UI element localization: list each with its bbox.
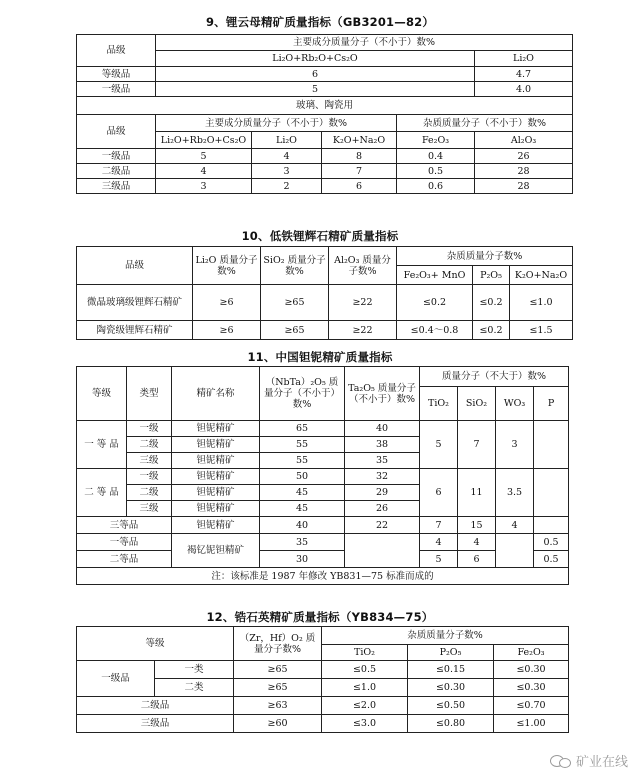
cell: 钽铌精矿 [172, 501, 260, 517]
cell: ≤0.70 [494, 697, 569, 715]
cell: ≤0.30 [494, 679, 569, 697]
cell: 3 [496, 421, 534, 469]
col-header: K₂O+Na₂O [322, 132, 397, 149]
cell: ≤0.80 [408, 715, 494, 733]
col-header: Fe₂O₃ [494, 645, 569, 661]
row-name: 二级品 [77, 697, 234, 715]
cell: 4.0 [475, 82, 573, 97]
cell: 褐钇铌钽精矿 [172, 534, 260, 568]
cell: 一级 [127, 469, 172, 485]
col-header: Li₂O 质量分子数% [193, 247, 261, 285]
main-comp-header: 主要成分质量分子（不小于）数% [156, 115, 397, 132]
nbta-header: （NbTa）₂O₅ 质量分子（不小于）数% [260, 367, 345, 421]
table-11 [76, 366, 569, 585]
cell: 2 [252, 179, 322, 194]
cell [496, 534, 534, 568]
cell [534, 469, 569, 517]
row-name: 三级品 [77, 715, 234, 733]
cell: 4 [252, 149, 322, 164]
name-header: 精矿名称 [172, 367, 260, 421]
cell: 55 [260, 437, 345, 453]
col-header: SiO₂ [458, 387, 496, 421]
cell: 8 [322, 149, 397, 164]
col-header: P₂O₅ [408, 645, 494, 661]
row-name: 一级品 [77, 149, 156, 164]
col-header: TiO₂ [420, 387, 458, 421]
col-header: WO₃ [496, 387, 534, 421]
group-label: 一 等 品 [77, 421, 127, 469]
row-name: 二等品 [77, 551, 172, 568]
cell: 30 [260, 551, 345, 568]
cell: 6 [156, 67, 475, 82]
cell: 二级 [127, 437, 172, 453]
glass-ceramic-header: 玻璃、陶瓷用 [77, 97, 573, 115]
cell: 三级 [127, 501, 172, 517]
cell: 40 [260, 517, 345, 534]
cell: 35 [345, 453, 420, 469]
cell: 22 [345, 517, 420, 534]
cell [345, 534, 420, 568]
table-row [77, 321, 573, 340]
row-name: 二级品 [77, 164, 156, 179]
row-name: 三等品 [77, 517, 172, 534]
cell: ≤0.4～0.8 [397, 321, 473, 340]
cell: 29 [345, 485, 420, 501]
cell: 0.5 [534, 534, 569, 551]
watermark-text: 矿业在线 [575, 755, 628, 770]
cell: 3.5 [496, 469, 534, 517]
cell: 40 [345, 421, 420, 437]
cell: 45 [260, 485, 345, 501]
table-row [77, 285, 573, 321]
cell: 二类 [155, 679, 234, 697]
cell: 钽铌精矿 [172, 437, 260, 453]
impurity-header: 杂质质量分子（不小于）数% [397, 115, 573, 132]
cell: 0.5 [397, 164, 475, 179]
cell: 26 [475, 149, 573, 164]
col-header: P₂O₅ [473, 266, 510, 285]
cell: 三级 [127, 453, 172, 469]
grade-header: 等级 [77, 627, 234, 661]
cell: 28 [475, 164, 573, 179]
cell: ≤0.2 [473, 321, 510, 340]
group-label: 二 等 品 [77, 469, 127, 517]
cell: 二级 [127, 485, 172, 501]
cell: ≤0.30 [494, 661, 569, 679]
cell: 一级 [127, 421, 172, 437]
table-12 [76, 626, 569, 733]
cell: 6 [322, 179, 397, 194]
col-header: Li₂O+Rb₂O+Cs₂O [156, 132, 252, 149]
table-10-title: 10、低铁锂辉石精矿质量指标 [241, 229, 399, 243]
row-name: 陶瓷级锂辉石精矿 [77, 321, 193, 340]
li2o-header: Li₂O [475, 51, 573, 67]
cell: ≤0.50 [408, 697, 494, 715]
cell: 0.5 [534, 551, 569, 568]
row-name: 微晶玻璃级锂辉石精矿 [77, 285, 193, 321]
main-comp-header: 主要成分质量分子（不小于）数% [156, 35, 573, 51]
grade-header: 品级 [77, 247, 193, 285]
cell [534, 421, 569, 469]
col-header: TiO₂ [322, 645, 408, 661]
row-name: 一级品 [77, 82, 156, 97]
cell: ≥65 [261, 285, 329, 321]
cell: 3 [156, 179, 252, 194]
col-header: Li₂O [252, 132, 322, 149]
cell: 65 [260, 421, 345, 437]
table-9 [76, 34, 573, 194]
grade-header: 品级 [77, 35, 156, 67]
col-header: Fe₂O₃ [397, 132, 475, 149]
cell: 5 [156, 82, 475, 97]
cell: 0.4 [397, 149, 475, 164]
row-name: 等级品 [77, 67, 156, 82]
cell: ≤1.0 [510, 285, 573, 321]
table-11-title: 11、中国钽铌精矿质量指标 [247, 350, 393, 364]
cell: 15 [458, 517, 496, 534]
table-row [77, 517, 569, 534]
row-name: 三级品 [77, 179, 156, 194]
cell: 5 [420, 551, 458, 568]
cell: 7 [322, 164, 397, 179]
cell: 26 [345, 501, 420, 517]
ta-header: Ta₂O₅ 质量分子（不小于）数% [345, 367, 420, 421]
cell: ≥60 [234, 715, 322, 733]
cell: 28 [475, 179, 573, 194]
cell: 32 [345, 469, 420, 485]
cell: 7 [420, 517, 458, 534]
cell: ≤1.0 [322, 679, 408, 697]
table-row [77, 179, 573, 194]
table-9-title: 9、锂云母精矿质量指标（GB3201—82） [205, 15, 435, 29]
cell: ≤2.0 [322, 697, 408, 715]
cell: ≤0.30 [408, 679, 494, 697]
table-row [77, 697, 569, 715]
impurity-header: 质量分子（不大于）数% [420, 367, 569, 387]
cell: ≥65 [234, 679, 322, 697]
cell: ≤0.15 [408, 661, 494, 679]
col-header: P [534, 387, 569, 421]
cell: ≤1.5 [510, 321, 573, 340]
cell: 4 [420, 534, 458, 551]
wechat-icon [550, 753, 572, 769]
cell: 钽铌精矿 [172, 469, 260, 485]
watermark [550, 751, 628, 770]
cell: 5 [156, 149, 252, 164]
cell: ≤0.2 [397, 285, 473, 321]
cell: 3 [252, 164, 322, 179]
col-header: Fe₂O₃+ MnO [397, 266, 473, 285]
cell: ≥22 [329, 321, 397, 340]
cell: 38 [345, 437, 420, 453]
sum-oxides-header: Li₂O+Rb₂O+Cs₂O [156, 51, 475, 67]
cell: ≤0.2 [473, 285, 510, 321]
cell: ≥63 [234, 697, 322, 715]
row-name: 一级品 [77, 661, 155, 697]
cell: 11 [458, 469, 496, 517]
row-name: 一等品 [77, 534, 172, 551]
cell: 7 [458, 421, 496, 469]
cell: 6 [420, 469, 458, 517]
col-header: Al₂O₃ [475, 132, 573, 149]
cell: 35 [260, 534, 345, 551]
cell: 钽铌精矿 [172, 421, 260, 437]
cell: ≤0.5 [322, 661, 408, 679]
cell: ≥6 [193, 321, 261, 340]
zrhf-header: （Zr，Hf）O₂ 质量分子数% [234, 627, 322, 661]
cell: ≤1.00 [494, 715, 569, 733]
cell: 钽铌精矿 [172, 485, 260, 501]
level-header: 等级 [77, 367, 127, 421]
cell: ≥22 [329, 285, 397, 321]
table-note: 注：该标准是 1987 年修改 YB831—75 标准而成的 [77, 568, 569, 585]
cell: 钽铌精矿 [172, 453, 260, 469]
cell: 4 [458, 534, 496, 551]
cell: 4.7 [475, 67, 573, 82]
cell: 一类 [155, 661, 234, 679]
cell: ≥6 [193, 285, 261, 321]
grade-header: 品级 [77, 115, 156, 149]
type-header: 类型 [127, 367, 172, 421]
cell: 50 [260, 469, 345, 485]
impurity-header: 杂质质量分子数% [322, 627, 569, 645]
cell: 4 [156, 164, 252, 179]
cell: 6 [458, 551, 496, 568]
table-row [77, 164, 573, 179]
table-row [77, 715, 569, 733]
cell: ≤3.0 [322, 715, 408, 733]
cell [534, 517, 569, 534]
impurity-header: 杂质质量分子数% [397, 247, 573, 266]
cell: 4 [496, 517, 534, 534]
cell: 45 [260, 501, 345, 517]
table-12-title: 12、锆石英精矿质量指标（YB834—75） [206, 610, 434, 624]
cell: ≥65 [261, 321, 329, 340]
cell: 0.6 [397, 179, 475, 194]
cell: ≥65 [234, 661, 322, 679]
col-header: K₂O+Na₂O [510, 266, 573, 285]
cell: 55 [260, 453, 345, 469]
table-10 [76, 246, 573, 340]
cell: 钽铌精矿 [172, 517, 260, 534]
cell: 5 [420, 421, 458, 469]
col-header: SiO₂ 质量分子数% [261, 247, 329, 285]
table-row [77, 149, 573, 164]
col-header: Al₂O₃ 质量分子数% [329, 247, 397, 285]
